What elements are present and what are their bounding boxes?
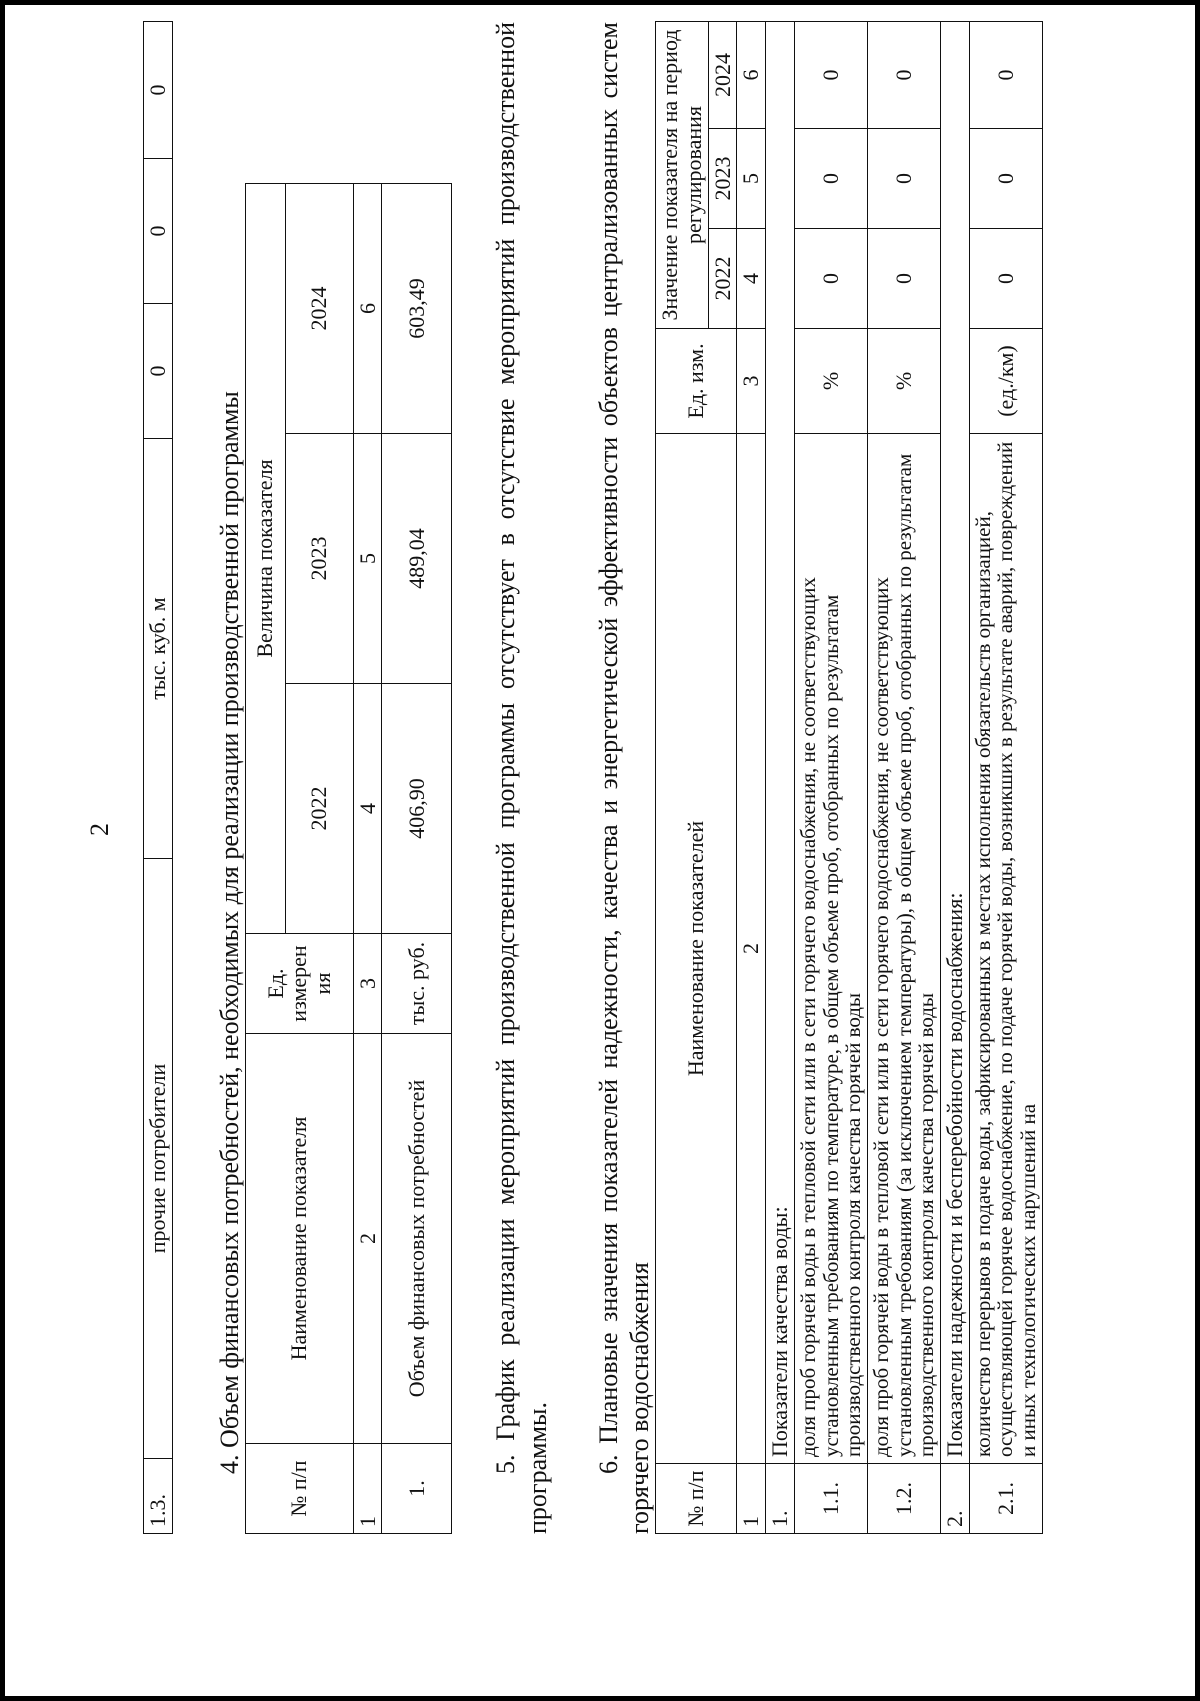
- group-number: 1.: [766, 1464, 795, 1534]
- row-unit: %: [867, 329, 940, 434]
- row-unit: тыс. куб. м: [144, 439, 173, 859]
- finance-table: [245, 183, 453, 1534]
- index-cell: 1: [737, 1464, 766, 1534]
- row-number: 1.1.: [794, 1464, 867, 1534]
- header-2024: 2024: [708, 21, 737, 128]
- header-2024: 2024: [285, 183, 353, 433]
- row-unit: (ед./км): [969, 329, 1042, 434]
- index-cell: 2: [353, 1034, 382, 1444]
- value-2024: 0: [969, 21, 1042, 128]
- page-body: [143, 22, 1043, 1534]
- group-row: [940, 21, 969, 1533]
- row-number: 1.2.: [867, 1464, 940, 1534]
- index-cell: 5: [353, 434, 382, 684]
- index-row: [353, 183, 382, 1533]
- header-2022: 2022: [285, 684, 353, 934]
- group-title: Показатели качества воды:: [766, 21, 795, 1463]
- header-unit: Ед. изм.: [656, 329, 737, 434]
- row-number: 2.1.: [969, 1464, 1042, 1534]
- table-row: [382, 183, 452, 1533]
- value-2023: 489,04: [382, 434, 452, 684]
- header-row: [656, 21, 709, 1533]
- table-row: [867, 21, 940, 1533]
- indicators-table: [655, 21, 1043, 1534]
- header-num: № п/п: [245, 1444, 353, 1534]
- group-number: 2.: [940, 1464, 969, 1534]
- header-2023: 2023: [285, 434, 353, 684]
- index-row: [737, 21, 766, 1533]
- row-number: 1.: [382, 1444, 452, 1534]
- section6-title: 6. Плановые значения показателей надежности, качества и энергетической эффективности объектов централизованных систем горячего водоснабжения: [593, 22, 654, 1534]
- rotated-page-content: [5, 5, 1195, 1696]
- row-number: 1.3.: [144, 1459, 173, 1534]
- value-2023: 0: [794, 129, 867, 229]
- header-2023: 2023: [708, 129, 737, 229]
- page-number: 2: [85, 823, 114, 836]
- value-2022: 0: [794, 229, 867, 329]
- header-row: [245, 183, 285, 1533]
- row-name: прочие потребители: [144, 859, 173, 1459]
- table-row: [794, 21, 867, 1533]
- value-2023: 0: [867, 129, 940, 229]
- value-2022: 0: [867, 229, 940, 329]
- value-2024: 0: [144, 22, 173, 159]
- header-group: Значение показателя на период регулирования: [656, 21, 709, 328]
- index-cell: 5: [737, 129, 766, 229]
- table-row: [969, 21, 1042, 1533]
- section5-text: 5. График реализации мероприятий производственной программы отсутствует в отсутствие мероприятий производственной программы.: [491, 22, 552, 1534]
- continuation-table: [143, 21, 173, 1534]
- row-name: доля проб горячей воды в тепловой сети или в сети горячего водоснабжения, не соответствующих установленным требованиям (за исключением температуры), в общем объеме проб, отобранных по результатам производственного контроля качества горячей воды: [867, 434, 940, 1464]
- value-2022: 0: [969, 229, 1042, 329]
- document-page: [5, 5, 1195, 1696]
- value-2023: 0: [969, 129, 1042, 229]
- value-2024: 0: [867, 21, 940, 128]
- header-unit: Ед. измерен ия: [245, 934, 353, 1034]
- header-name: Наименование показателей: [656, 434, 737, 1464]
- header-group: Величина показателя: [245, 183, 285, 933]
- index-cell: 2: [737, 434, 766, 1464]
- group-title: Показатели надежности и бесперебойности водоснабжения:: [940, 21, 969, 1463]
- header-2022: 2022: [708, 229, 737, 329]
- index-cell: 3: [353, 934, 382, 1034]
- header-name: Наименование показателя: [245, 1034, 353, 1444]
- header-num: № п/п: [656, 1464, 737, 1534]
- row-unit: %: [794, 329, 867, 434]
- index-cell: 4: [737, 229, 766, 329]
- group-row: [766, 21, 795, 1533]
- index-cell: 6: [353, 183, 382, 433]
- value-2024: 603,49: [382, 183, 452, 433]
- value-2022: 406,90: [382, 684, 452, 934]
- row-unit: тыс. руб.: [382, 934, 452, 1034]
- value-2024: 0: [794, 21, 867, 128]
- row-name: количество перерывов в подаче воды, зафиксированных в местах исполнения обязательств организацией, осуществляющей горячее водоснабжение, по подаче горячей воды, возникших в результате аварий, повреждений и иных технологических нарушений на: [969, 434, 1042, 1464]
- index-cell: 3: [737, 329, 766, 434]
- index-cell: 4: [353, 684, 382, 934]
- section4-title: 4. Объем финансовых потребностей, необходимых для реализации производственной программы: [214, 391, 244, 1474]
- value-2023: 0: [144, 159, 173, 304]
- index-cell: 6: [737, 21, 766, 128]
- row-name: Объем финансовых потребностей: [382, 1034, 452, 1444]
- value-2022: 0: [144, 304, 173, 439]
- index-cell: 1: [353, 1444, 382, 1534]
- table-row: [144, 22, 173, 1534]
- row-name: доля проб горячей воды в тепловой сети или в сети горячего водоснабжения, не соответствующих установленным требованиям по температуре, в общем объеме проб, отобранных по результатам производственного контроля качества горячей воды: [794, 434, 867, 1464]
